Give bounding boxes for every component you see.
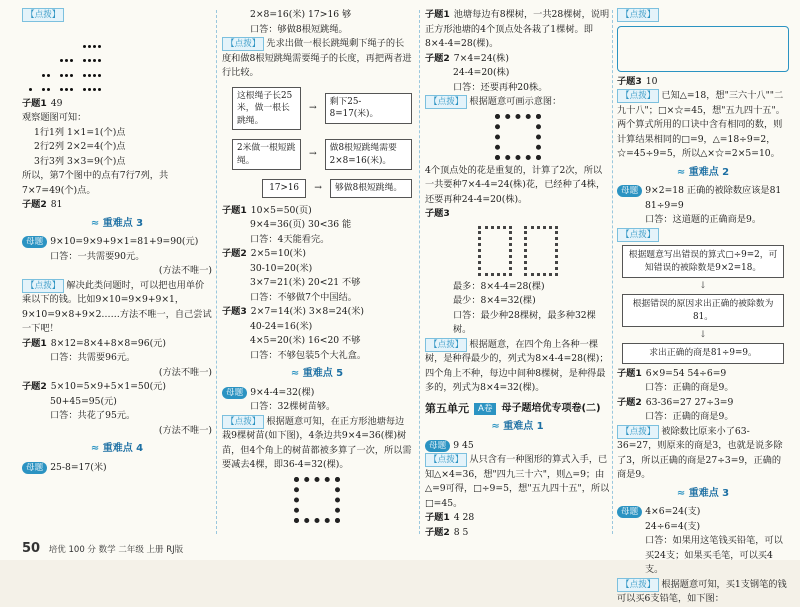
text-line: 口答：共需要96元。 xyxy=(50,352,136,363)
text-line: 3×7=21(米) 20<21 不够 xyxy=(250,277,361,288)
page-footer xyxy=(22,541,183,556)
column-1 xyxy=(22,8,212,538)
column-divider xyxy=(612,10,613,534)
text-line: 池塘每边有8棵树，一共28棵树，说明正方形池塘的4个顶点处各栽了1棵树。即8×4-4=28(棵)。 xyxy=(425,9,610,49)
dot-figure-3 xyxy=(59,53,74,97)
text-line: 2×5=10(米) xyxy=(250,248,306,259)
tip-tag: 【点拨】 xyxy=(22,8,64,22)
reasoning-box: 17>16 xyxy=(262,179,306,198)
text-line: 口答：不够包装5个大礼盒。 xyxy=(250,349,367,361)
text-line: 63-36=27 27÷3=9 xyxy=(645,396,734,408)
hint-diagram xyxy=(617,26,789,72)
column-3 xyxy=(425,8,610,538)
text-line: 4×5=20(米) 16<20 不够 xyxy=(250,335,361,346)
text-line: (方法不唯一) xyxy=(158,424,212,436)
reasoning-step xyxy=(222,176,412,201)
section-heading: ≈ 重难点 4 xyxy=(90,443,144,454)
dot-figure-2 xyxy=(41,68,51,97)
arrow-icon: → xyxy=(314,182,322,193)
text-line: 口答：够做8根短跳绳。 xyxy=(250,23,348,35)
text-line: 50+45=95(元) xyxy=(50,395,117,407)
text-line: 9×2=18 正确的被除数应该是81 xyxy=(645,185,782,196)
flow-step: 根据题意写出错误的算式□÷9=2，可知错误的被除数是9×2=18。 xyxy=(622,245,784,278)
text-line: 9×4-4=32(棵) xyxy=(250,386,315,398)
subquestion-label: 子题2 xyxy=(425,52,450,64)
subquestion-label: 子题3 xyxy=(425,208,450,219)
section-heading: ≈ 重难点 5 xyxy=(290,368,344,379)
column-divider xyxy=(216,10,217,534)
text-line: 口答：共花了95元。 xyxy=(50,410,136,421)
subquestion-label: 子题1 xyxy=(425,9,450,20)
reasoning-box: 够做8根短跳绳。 xyxy=(330,179,412,198)
section-heading: ≈ 重难点 3 xyxy=(90,217,144,229)
tip-paragraph: 【点拨】 根据题意可知，在正方形池塘每边栽9棵树苗(如下图)，4条边共9×4=36(棵)树苗，但4个角上的树苗都被多算了一次，所以需要减去4棵，即36-4=32(棵)。 xyxy=(222,415,412,470)
text-line: (方法不唯一) xyxy=(158,366,212,378)
arrow-down-icon: ↓ xyxy=(699,329,707,340)
tip-tag: 【点拨】 xyxy=(22,279,64,293)
text-line: 3行3列 3×3=9(个)点 xyxy=(34,155,126,167)
text-line: 口答：正确的商是9。 xyxy=(645,411,734,422)
tip-tag: 【点拨】 xyxy=(222,37,264,51)
text-line: 根据题意可画示意图： xyxy=(469,96,562,107)
tip-paragraph: 【点拨】 解决此类问题时，可以把也用单价乘以下的钱。比如9×10=9×9+9×1，9×10=9×8+9×2……方法不唯一，自己尝试一下吧！ xyxy=(22,279,212,334)
tip-tag: 【点拨】 xyxy=(425,95,467,109)
text-line: 4×6=24(支) xyxy=(645,506,701,517)
tip-paragraph: 【点拨】 被除数比原来小了63-36=27，则原来的商是3，也就是说多除了3，所以正确的商是27÷3=9，正确的商是9。 xyxy=(617,425,783,480)
arrow-down-icon: ↓ xyxy=(699,280,707,291)
flowerbed-diagram xyxy=(495,114,541,160)
tree-diagram-least xyxy=(524,226,558,276)
answer: 81 xyxy=(50,199,63,210)
text-line: 口答：不够做7个中国结。 xyxy=(250,291,357,303)
text-line: 10×5=50(页) xyxy=(250,204,312,216)
dot-figure-1 xyxy=(28,82,33,97)
unit-name: 第五单元 xyxy=(425,401,469,415)
mother-question-badge: 母题 xyxy=(425,440,450,452)
column-2 xyxy=(222,8,412,538)
subquestion-label: 子题1 xyxy=(22,337,47,349)
text-line: 口答：4天能看完。 xyxy=(250,233,330,245)
volume-badge: A卷 xyxy=(474,403,496,415)
text-line: 观察题图可知： xyxy=(22,112,87,123)
abacus-illustration xyxy=(22,23,212,97)
tip-paragraph: 【点拨】 根据题意可知，买1支钢笔的钱可以买6支铅笔，如下图： xyxy=(617,578,787,604)
tip-paragraph: 【点拨】 从只含有一种图形的算式入手，已知△×4=36，想"四九三十六"，则△=9；由△=9可得，□÷9=5，想"五九四十五"，所以□=45。 xyxy=(425,454,610,509)
tip-tag: 【点拨】 xyxy=(617,228,659,242)
reasoning-step xyxy=(222,136,412,173)
reasoning-step xyxy=(222,84,412,134)
mother-question-badge: 母题 xyxy=(617,185,642,197)
tip-tag: 【点拨】 xyxy=(222,415,264,429)
text-line: 口答：还要再种20株。 xyxy=(453,81,548,93)
text-line: 10 xyxy=(645,75,658,87)
reasoning-box: 做8根短跳绳需要2×8=16(米)。 xyxy=(325,139,412,170)
text-line: 口答：这道题的正确商是9。 xyxy=(645,214,762,225)
tip-tag: 【点拨】 xyxy=(425,338,467,352)
subquestion-label: 子题3 xyxy=(617,75,642,87)
tip-paragraph: 【点拨】 根据题意，在四个角上各种一棵树，是种得最少的，列式为8×4-4=28(棵)；四个角上不种，每边中间种8棵树，是种得最多的，列式为8×4=32(棵)。 xyxy=(425,338,609,393)
text-line: 6×9=54 54÷6=9 xyxy=(645,367,727,379)
reasoning-box: 剩下25-8=17(米)。 xyxy=(325,93,412,124)
subquestion-label: 子题1 xyxy=(222,204,247,216)
text-line: 2行2列 2×2=4(个)点 xyxy=(34,141,126,152)
subquestion-label: 子题2 xyxy=(617,396,642,408)
tip-tag: 【点拨】 xyxy=(425,453,467,467)
arrow-icon: → xyxy=(308,148,317,160)
tip-paragraph: 【点拨】 先求出做一根长跳绳剩下绳子的长度和做8根短跳绳需要绳子的长度，再把两者进行比较。 xyxy=(222,38,412,78)
text-line: 口答：最少种28棵树，最多种32棵树。 xyxy=(453,309,596,335)
text-line: 9 45 xyxy=(453,439,474,451)
subquestion-label: 子题1 xyxy=(425,512,450,523)
subquestion-label: 子题2 xyxy=(222,248,247,259)
text-line: 8 5 xyxy=(453,526,469,538)
unit-header xyxy=(425,402,610,417)
tip-tag: 【点拨】 xyxy=(617,578,659,592)
column-divider xyxy=(419,10,420,534)
text-line: 30-10=20(米) xyxy=(250,262,313,274)
text-line: 1行1列 1×1=1(个)点 xyxy=(34,126,126,138)
paragraph: 所以，第7个图中的点有7行7列，共7×7=49(个)点。 xyxy=(22,170,169,196)
text-line: 口答：正确的商是9。 xyxy=(645,382,734,393)
text-line: 2×7=14(米) 3×8=24(米) xyxy=(250,306,364,317)
text-line: 81÷9=9 xyxy=(645,199,684,211)
mother-question-badge: 母题 xyxy=(617,506,642,518)
tip-tag: 【点拨】 xyxy=(617,8,659,22)
mother-question-badge: 母题 xyxy=(22,236,47,248)
text-line: (方法不唯一) xyxy=(158,265,212,276)
section-heading: ≈ 重难点 1 xyxy=(491,421,544,432)
tree-diagram-most xyxy=(478,226,512,276)
text-line: 口答：一共需要90元。 xyxy=(50,250,145,262)
answer: 49 xyxy=(50,97,63,109)
flow-step: 求出正确的商是81÷9=9。 xyxy=(622,343,784,364)
subquestion-label: 子题2 xyxy=(22,381,47,392)
tip-tag: 【点拨】 xyxy=(617,425,659,439)
text-line: 24÷6=4(支) xyxy=(645,520,701,532)
subquestion-label: 子题3 xyxy=(222,306,247,317)
text-line: 4 28 xyxy=(453,512,475,523)
text-line: 最多：8×4-4=28(棵) xyxy=(453,280,545,292)
page-number: 50 xyxy=(22,541,41,556)
subquestion-label: 子题2 xyxy=(22,199,47,210)
text-line: 7×4=24(株) xyxy=(453,52,509,64)
paragraph: 4个顶点处的花是重复的，计算了2次，所以一共要种7×4-4=24(株)花，已经种了4株，还要再种24-4=20(株)。 xyxy=(425,164,606,205)
text-line: 2×8=16(米) 17>16 够 xyxy=(250,9,352,20)
flow-step: 根据错误的原因求出正确的被除数为81。 xyxy=(622,294,784,327)
section-heading: ≈ 重难点 3 xyxy=(676,487,730,499)
unit-title: 母子题培优专项卷(二) xyxy=(501,402,601,414)
text-line: 口答：32棵树苗够。 xyxy=(250,401,336,412)
reasoning-box: 这根绳子长25米，做一根长跳绳。 xyxy=(232,87,301,131)
subquestion-label: 子题2 xyxy=(425,526,450,538)
footer-text: 培优 100 分 数学 二年级 上册 RJ版 xyxy=(48,545,184,555)
column-4 xyxy=(617,8,789,604)
tip-paragraph: 【点拨】 已知△=18，想"三六十八""二九十八"；□×☆=45，想"五九四十五"。两个算式所用的口诀中含有相同的数，则计算结果相同的□=9，△=18÷9=2，☆=45÷9=5，所以△×☆=2×5=10。 xyxy=(617,90,785,159)
mother-question-badge: 母题 xyxy=(222,387,247,399)
tip-tag: 【点拨】 xyxy=(617,89,659,103)
text-line: 9×10=9×9+9×1=81+9=90(元) xyxy=(50,236,199,247)
text-line: 8×12=8×4+8×8=96(元) xyxy=(50,337,166,349)
text-line: 最少：8×4=32(棵) xyxy=(453,295,536,306)
section-heading: ≈ 重难点 2 xyxy=(676,166,730,178)
reasoning-box: 2米做一根短跳绳。 xyxy=(232,139,301,170)
dot-figure-4 xyxy=(82,39,102,97)
arrow-icon: → xyxy=(308,102,317,113)
mother-question-badge: 母题 xyxy=(22,462,47,474)
text-line: 24-4=20(株) xyxy=(453,67,510,78)
text-line: 9×4=36(页) 30<36 能 xyxy=(250,219,352,230)
text-line: 40-24=16(米) xyxy=(250,320,313,332)
pond-tree-diagram xyxy=(294,477,340,523)
text-line: 口答：如果用这笔钱买铅笔，可以买24支；如果买毛笔，可以买4支。 xyxy=(645,535,783,575)
subquestion-label: 子题1 xyxy=(617,367,642,379)
text-line: 25-8=17(米) xyxy=(50,461,107,473)
subquestion-label: 子题1 xyxy=(22,97,47,109)
text-line: 5×10=5×9+5×1=50(元) xyxy=(50,381,166,392)
tree-planting-diagrams xyxy=(425,226,610,276)
